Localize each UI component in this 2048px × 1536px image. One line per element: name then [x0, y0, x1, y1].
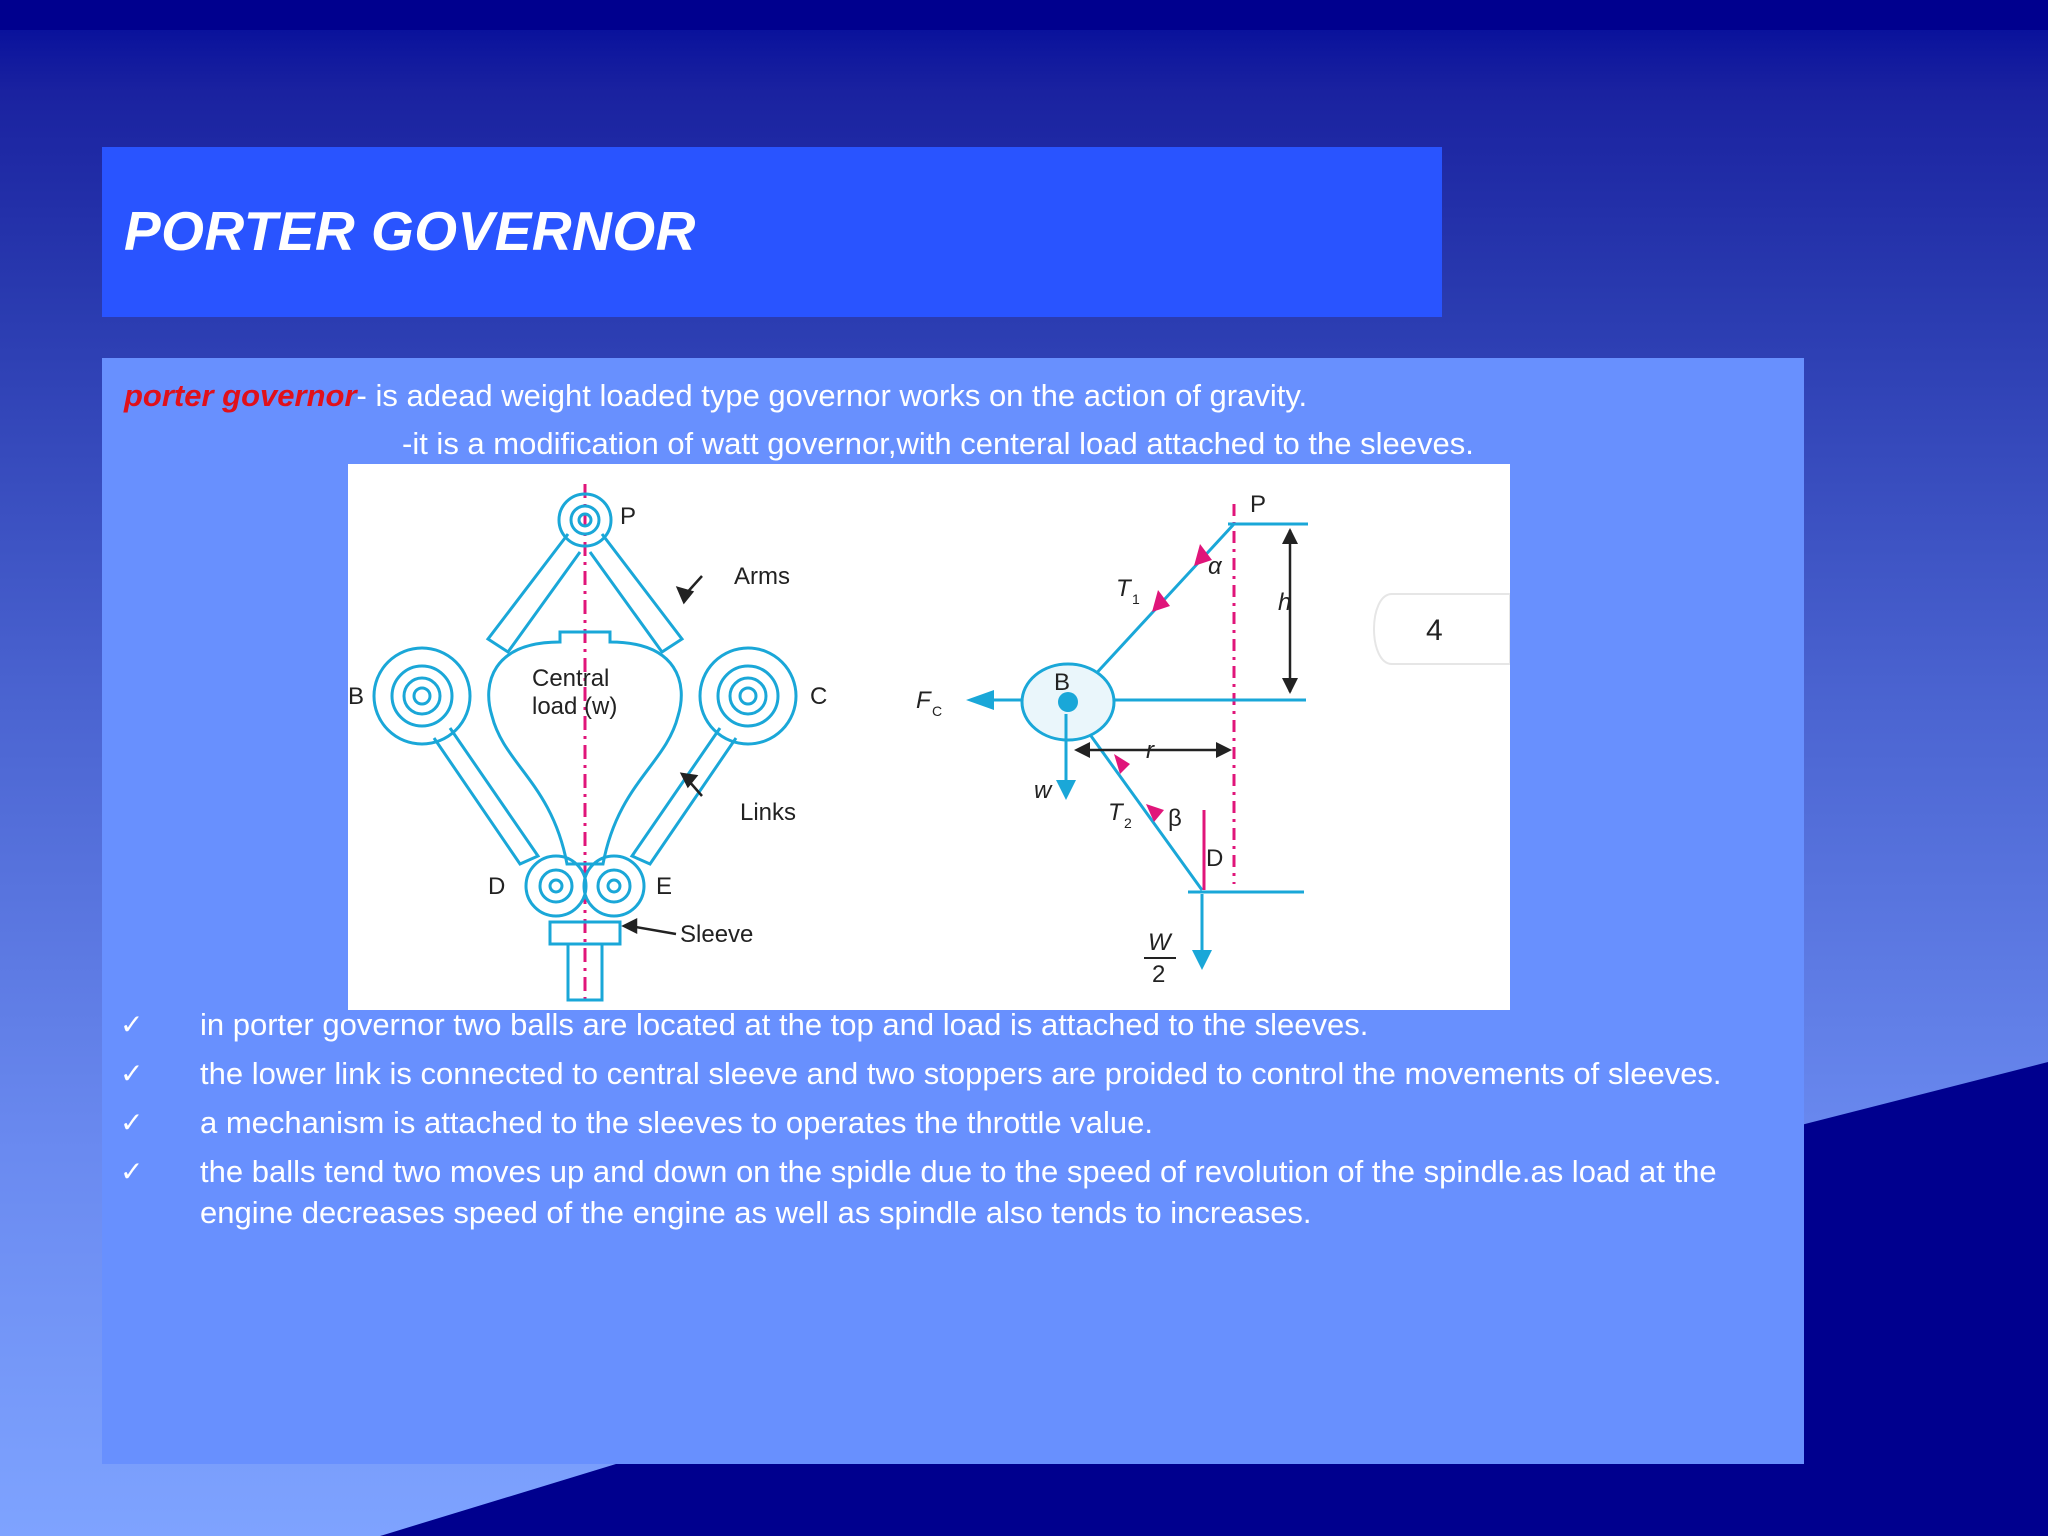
label-arms: Arms [734, 563, 790, 590]
bullet-text: the balls tend two moves up and down on the spidle due to the speed of revolution of the spindle.as load at the engine decreases speed of the engine as well as spindle also tends to increases. [200, 1154, 1717, 1230]
force-label-t2-sub: 2 [1124, 815, 1132, 831]
intro-line-2: -it is a modification of watt governor,with centeral load attached to the sleeves. [402, 426, 1474, 461]
content-box [102, 358, 1804, 1464]
page-tab [1374, 594, 1510, 664]
label-d: D [488, 873, 506, 900]
page-number: 4 [1426, 614, 1443, 647]
label-central-load-1: Central [532, 665, 610, 692]
slide-title: PORTER GOVERNOR [124, 200, 696, 262]
force-label-t1: T [1116, 575, 1131, 602]
label-e: E [656, 873, 673, 900]
bullet-item [120, 1102, 1800, 1143]
intro-term: porter governor [124, 378, 357, 413]
force-label-w-over-2-den: 2 [1152, 961, 1166, 988]
checkmark-icon: ✓ [120, 1008, 144, 1041]
force-label-t1-sub: 1 [1132, 591, 1140, 607]
bullet-text: a mechanism is attached to the sleeves to operates the throttle value. [200, 1105, 1153, 1140]
governor-figure [348, 464, 1510, 1010]
label-sleeve: Sleeve [680, 921, 754, 948]
force-label-beta: β [1168, 805, 1182, 832]
force-diagram-drawing [966, 504, 1308, 970]
force-label-fc-sub: C [932, 703, 943, 719]
intro-line-1-text: - is adead weight loaded type governor works on the action of gravity. [356, 378, 1308, 413]
top-band [0, 0, 2048, 30]
bullet-text: the lower link is connected to central sleeve and two stoppers are proided to control the movements of sleeves. [200, 1056, 1722, 1091]
checkmark-icon: ✓ [120, 1057, 144, 1090]
force-label-alpha: α [1208, 553, 1222, 580]
checkmark-icon: ✓ [120, 1155, 144, 1188]
label-b: B [348, 683, 365, 710]
title-box [102, 147, 1442, 317]
force-label-b: B [1054, 669, 1071, 696]
bullet-text: in porter governor two balls are located at the top and load is attached to the sleeves. [200, 1007, 1369, 1042]
label-central-load-2: load (w) [532, 693, 618, 720]
bullet-list [120, 1004, 1800, 1241]
intro-paragraph [124, 372, 1784, 468]
label-c: C [810, 683, 828, 710]
force-label-w: w [1034, 777, 1052, 804]
governor-diagram [348, 464, 1510, 1010]
label-links: Links [740, 799, 797, 826]
bullet-item [120, 1151, 1800, 1233]
intro-line-1 [124, 372, 1784, 420]
force-label-t2: T [1108, 799, 1123, 826]
force-label-w-over-2-num: W [1148, 929, 1171, 956]
force-label-p: P [1250, 491, 1267, 518]
force-label-d: D [1206, 845, 1224, 872]
bullet-item [120, 1004, 1800, 1045]
force-label-fc: F [916, 687, 931, 714]
checkmark-icon: ✓ [120, 1106, 144, 1139]
force-label-r: r [1146, 737, 1154, 764]
label-p: P [620, 503, 637, 530]
force-label-h: h [1278, 589, 1292, 616]
bullet-item [120, 1053, 1800, 1094]
